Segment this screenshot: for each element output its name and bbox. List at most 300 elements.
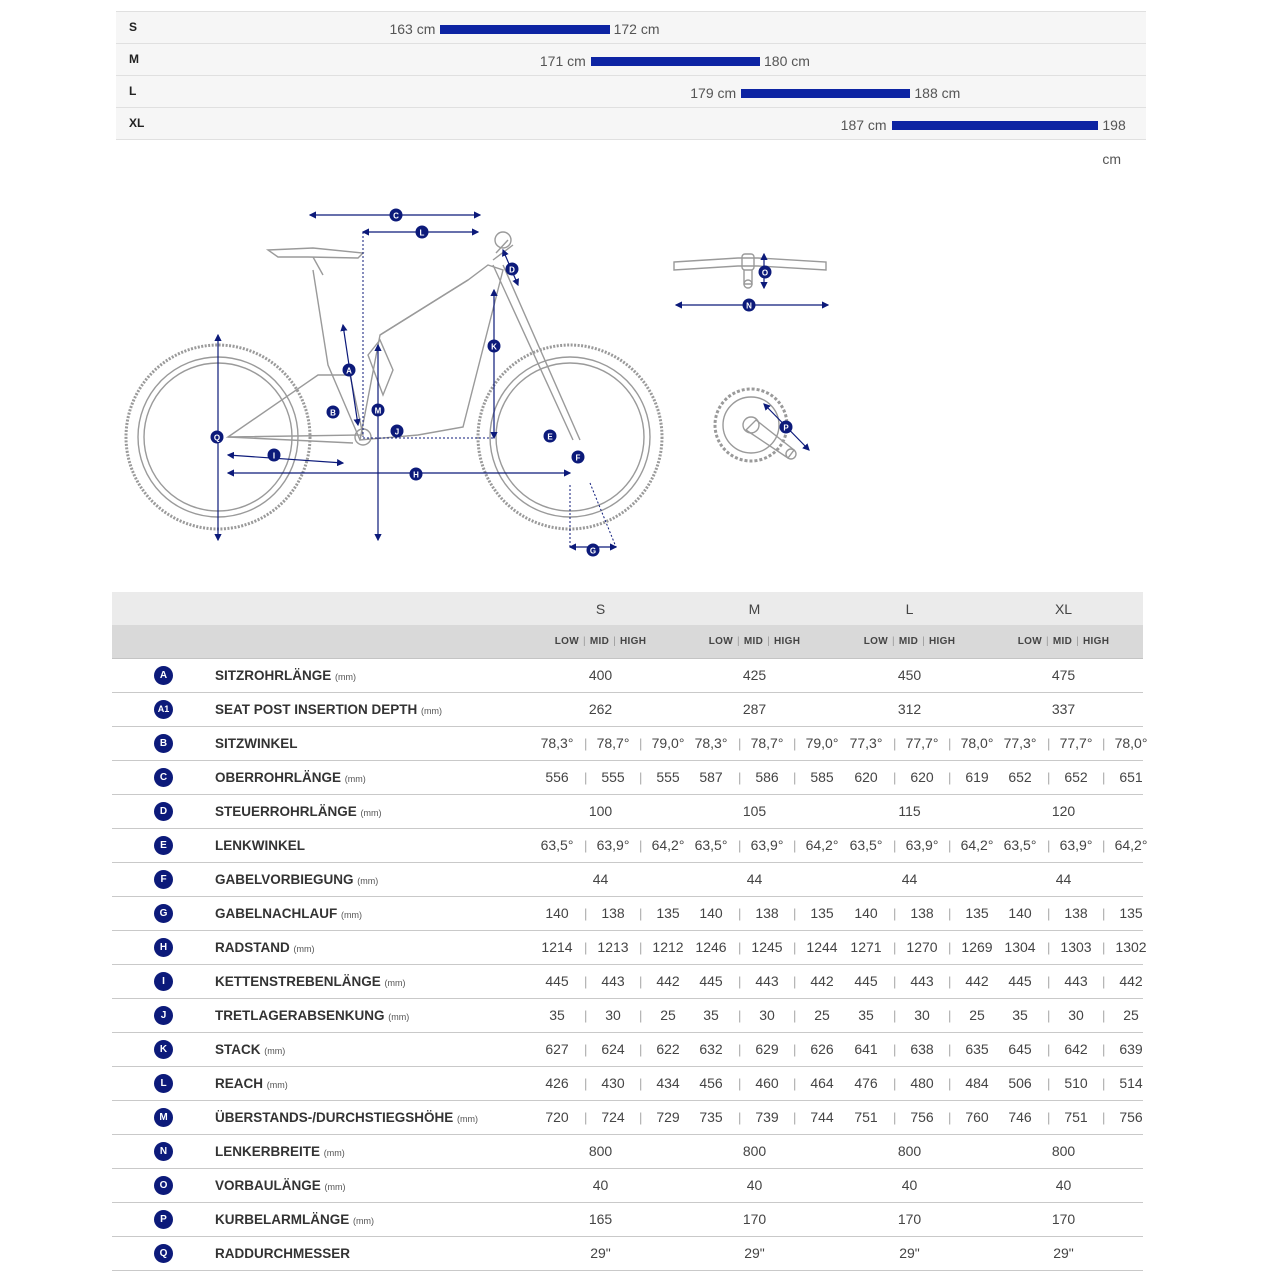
value-separator: | bbox=[793, 736, 797, 751]
value-cell-s bbox=[523, 1203, 678, 1236]
diagram-marker-m bbox=[372, 404, 385, 417]
size-label: S bbox=[129, 20, 138, 34]
size-range-bar bbox=[440, 25, 609, 34]
value-cell-l bbox=[832, 1203, 987, 1236]
value-separator: | bbox=[1102, 1076, 1106, 1091]
value-cell-s bbox=[523, 1237, 678, 1270]
parameter-unit: (mm) bbox=[335, 672, 357, 682]
value-high: 64,2° bbox=[1114, 837, 1148, 853]
value-mid: 642 bbox=[1064, 1041, 1088, 1057]
value-low: 140 bbox=[854, 905, 878, 921]
size-min-height: 163 cm bbox=[389, 21, 436, 37]
value-separator: | bbox=[948, 1042, 952, 1057]
value-mid: 63,9° bbox=[596, 837, 630, 853]
value-separator: | bbox=[893, 1042, 897, 1057]
svg-text:J: J bbox=[394, 427, 400, 437]
value-low: 620 bbox=[854, 769, 878, 785]
value-low: 140 bbox=[545, 905, 569, 921]
value-separator: | bbox=[1047, 838, 1051, 853]
parameter-label: KURBELARMLÄNGE bbox=[215, 1212, 350, 1227]
value-high: 1302 bbox=[1115, 939, 1147, 955]
value-separator: | bbox=[584, 736, 588, 751]
svg-text:G: G bbox=[589, 546, 597, 556]
value-mid: 638 bbox=[910, 1041, 934, 1057]
diagram-marker-d bbox=[506, 263, 519, 276]
value-cell-xl bbox=[986, 1033, 1141, 1066]
value-low: 627 bbox=[545, 1041, 569, 1057]
value-cell-l bbox=[832, 693, 987, 726]
value-cell-l bbox=[832, 1101, 987, 1134]
subheader-high: HIGH bbox=[620, 636, 647, 647]
value-single: 287 bbox=[742, 701, 767, 717]
subheader-mid: MID bbox=[589, 636, 610, 647]
value-cell-xl bbox=[986, 693, 1141, 726]
value-separator: | bbox=[1047, 940, 1051, 955]
bike-geometry-diagram bbox=[118, 195, 678, 565]
value-separator: | bbox=[1102, 1110, 1106, 1125]
value-cell-s bbox=[523, 829, 685, 862]
value-single: 40 bbox=[592, 1177, 609, 1193]
value-separator: | bbox=[948, 906, 952, 921]
value-cell-m bbox=[677, 999, 832, 1032]
parameter-label: SEAT POST INSERTION DEPTH bbox=[215, 702, 418, 717]
value-high: 756 bbox=[1119, 1109, 1143, 1125]
row-parameter-name bbox=[215, 659, 356, 694]
value-single: 800 bbox=[742, 1143, 767, 1159]
value-low: 426 bbox=[545, 1075, 569, 1091]
subheader-mid: MID bbox=[898, 636, 919, 647]
value-cell-xl bbox=[986, 863, 1141, 896]
size-chart bbox=[116, 11, 1146, 167]
size-max-height: 172 cm bbox=[613, 21, 660, 37]
size-row-s bbox=[116, 11, 1146, 44]
value-mid: 63,9° bbox=[1059, 837, 1093, 853]
value-cell-s bbox=[523, 1067, 678, 1100]
value-low: 77,3° bbox=[849, 735, 883, 751]
diagram-marker-n bbox=[743, 299, 756, 312]
value-separator: | bbox=[738, 736, 742, 751]
subheader-mid: MID bbox=[1052, 636, 1073, 647]
value-mid: 30 bbox=[605, 1007, 621, 1023]
value-cell-m bbox=[677, 761, 832, 794]
value-mid: 443 bbox=[1064, 973, 1088, 989]
value-low: 35 bbox=[703, 1007, 719, 1023]
value-cell-xl bbox=[986, 1135, 1141, 1168]
row-parameter-name bbox=[215, 1135, 345, 1170]
value-separator: | bbox=[948, 838, 952, 853]
value-single: 40 bbox=[746, 1177, 763, 1193]
value-cell-xl bbox=[986, 1237, 1141, 1270]
parameter-label: REACH bbox=[215, 1076, 264, 1091]
value-single: 425 bbox=[742, 667, 767, 683]
value-single: 44 bbox=[1055, 871, 1072, 887]
value-separator: | bbox=[1047, 1110, 1051, 1125]
diagram-marker-f bbox=[572, 451, 585, 464]
value-single: 44 bbox=[901, 871, 918, 887]
value-single: 165 bbox=[588, 1211, 613, 1227]
column-header-m: M bbox=[748, 601, 761, 617]
svg-text:M: M bbox=[374, 406, 382, 416]
value-high: 442 bbox=[1119, 973, 1143, 989]
svg-text:A: A bbox=[346, 366, 352, 376]
value-single: 475 bbox=[1051, 667, 1076, 683]
value-single: 105 bbox=[742, 803, 767, 819]
value-high: 78,0° bbox=[960, 735, 994, 751]
value-single: 115 bbox=[898, 803, 921, 819]
value-low: 1271 bbox=[850, 939, 882, 955]
row-parameter-name bbox=[215, 863, 378, 898]
value-cell-s bbox=[523, 693, 678, 726]
value-single: 450 bbox=[897, 667, 922, 683]
value-cell-l bbox=[832, 795, 987, 828]
value-cell-s bbox=[523, 761, 678, 794]
value-mid: 586 bbox=[755, 769, 779, 785]
subheader-high: HIGH bbox=[774, 636, 801, 647]
value-high: 555 bbox=[656, 769, 680, 785]
value-cell-s bbox=[523, 659, 678, 692]
value-cell-l bbox=[832, 1135, 987, 1168]
size-max-height: 198 cm bbox=[1102, 117, 1126, 167]
value-separator: | bbox=[948, 940, 952, 955]
value-high: 635 bbox=[965, 1041, 989, 1057]
parameter-unit: (mm) bbox=[384, 978, 406, 988]
value-mid: 138 bbox=[910, 905, 934, 921]
table-row-f bbox=[112, 863, 1143, 897]
svg-text:H: H bbox=[413, 470, 419, 480]
diagram-marker-c bbox=[390, 209, 403, 222]
parameter-label: TRETLAGERABSENKUNG bbox=[215, 1008, 385, 1023]
parameter-label: OBERROHRLÄNGE bbox=[215, 770, 342, 785]
svg-text:C: C bbox=[393, 211, 399, 221]
diagram-marker-l bbox=[416, 226, 429, 239]
value-cell-xl bbox=[986, 965, 1141, 998]
parameter-label: SITZROHRLÄNGE bbox=[215, 668, 332, 683]
value-separator: | bbox=[639, 1042, 643, 1057]
parameter-unit: (mm) bbox=[360, 808, 382, 818]
parameter-label: STACK bbox=[215, 1042, 261, 1057]
value-separator: | bbox=[639, 1110, 643, 1125]
table-row-p bbox=[112, 1203, 1143, 1237]
value-low: 1214 bbox=[541, 939, 573, 955]
parameter-label: STEUERROHRLÄNGE bbox=[215, 804, 357, 819]
subheader-mid: MID bbox=[743, 636, 764, 647]
value-mid: 138 bbox=[601, 905, 625, 921]
value-mid: 751 bbox=[1064, 1109, 1088, 1125]
value-high: 651 bbox=[1119, 769, 1143, 785]
value-high: 25 bbox=[814, 1007, 830, 1023]
value-separator: | bbox=[948, 974, 952, 989]
value-separator: | bbox=[584, 906, 588, 921]
row-parameter-name bbox=[215, 897, 362, 932]
parameter-label: GABELNACHLAUF bbox=[215, 906, 338, 921]
table-row-b bbox=[112, 727, 1148, 761]
diagram-marker-b bbox=[327, 406, 340, 419]
table-row-a1 bbox=[112, 693, 1143, 727]
table-size-header bbox=[112, 592, 1143, 625]
value-high: 79,0° bbox=[651, 735, 685, 751]
value-high: 78,0° bbox=[1114, 735, 1148, 751]
svg-text:O: O bbox=[761, 268, 769, 278]
value-low: 445 bbox=[699, 973, 723, 989]
value-separator: | bbox=[639, 906, 643, 921]
row-parameter-name bbox=[215, 829, 305, 862]
value-high: 1244 bbox=[806, 939, 838, 955]
value-cell-xl bbox=[986, 829, 1148, 862]
value-single: 120 bbox=[1051, 803, 1076, 819]
value-mid: 624 bbox=[601, 1041, 625, 1057]
row-badge: E bbox=[154, 836, 173, 855]
value-separator: | bbox=[793, 1076, 797, 1091]
value-low: 476 bbox=[854, 1075, 878, 1091]
value-cell-xl bbox=[986, 727, 1148, 760]
value-cell-xl bbox=[986, 999, 1141, 1032]
svg-text:K: K bbox=[491, 342, 497, 352]
value-separator: | bbox=[738, 838, 742, 853]
value-single: 44 bbox=[592, 871, 609, 887]
value-cell-l bbox=[832, 761, 987, 794]
value-high: 135 bbox=[810, 905, 834, 921]
subheader-low: LOW bbox=[863, 636, 888, 647]
value-separator: | bbox=[738, 974, 742, 989]
row-parameter-name bbox=[215, 727, 298, 760]
value-high: 514 bbox=[1119, 1075, 1143, 1091]
value-high: 626 bbox=[810, 1041, 834, 1057]
value-separator: | bbox=[639, 940, 643, 955]
value-single: 170 bbox=[897, 1211, 922, 1227]
value-mid: 443 bbox=[755, 973, 779, 989]
table-row-m bbox=[112, 1101, 1143, 1135]
value-single: 44 bbox=[746, 871, 763, 887]
parameter-unit: (mm) bbox=[388, 1012, 410, 1022]
value-low: 746 bbox=[1008, 1109, 1032, 1125]
value-mid: 480 bbox=[910, 1075, 934, 1091]
value-mid: 30 bbox=[759, 1007, 775, 1023]
parameter-label: LENKERBREITE bbox=[215, 1144, 321, 1159]
value-high: 619 bbox=[965, 769, 989, 785]
value-mid: 430 bbox=[601, 1075, 625, 1091]
value-separator: | bbox=[738, 770, 742, 785]
value-cell-l bbox=[832, 727, 994, 760]
table-row-l bbox=[112, 1067, 1143, 1101]
row-parameter-name bbox=[215, 693, 442, 728]
value-cell-l bbox=[832, 931, 993, 964]
row-badge: A1 bbox=[154, 700, 173, 719]
size-label: XL bbox=[129, 116, 145, 130]
row-parameter-name bbox=[215, 1237, 350, 1270]
parameter-label: KETTENSTREBENLÄNGE bbox=[215, 974, 381, 989]
value-high: 760 bbox=[965, 1109, 989, 1125]
value-cell-xl bbox=[986, 931, 1147, 964]
value-cell-s bbox=[523, 1033, 678, 1066]
table-row-d bbox=[112, 795, 1143, 829]
column-header-l: L bbox=[905, 601, 914, 617]
value-low: 78,3° bbox=[540, 735, 574, 751]
value-cell-m bbox=[677, 1067, 832, 1100]
value-cell-l bbox=[832, 829, 994, 862]
row-badge: A bbox=[154, 666, 173, 685]
value-cell-s bbox=[523, 727, 685, 760]
value-separator: | bbox=[1047, 1008, 1051, 1023]
row-badge: B bbox=[154, 734, 173, 753]
value-cell-l bbox=[832, 659, 987, 692]
diagram-marker-i bbox=[268, 449, 281, 462]
value-low: 35 bbox=[858, 1007, 874, 1023]
column-subheader bbox=[677, 625, 832, 659]
size-row-m bbox=[116, 44, 1146, 76]
value-separator: | bbox=[584, 974, 588, 989]
table-row-e bbox=[112, 829, 1148, 863]
table-subheader bbox=[112, 625, 1143, 659]
size-range-bar bbox=[741, 89, 910, 98]
value-cell-l bbox=[832, 897, 987, 930]
value-mid: 629 bbox=[755, 1041, 779, 1057]
table-row-k bbox=[112, 1033, 1143, 1067]
value-low: 506 bbox=[1008, 1075, 1032, 1091]
value-low: 77,3° bbox=[1003, 735, 1037, 751]
value-cell-m bbox=[677, 1203, 832, 1236]
value-single: 800 bbox=[1051, 1143, 1076, 1159]
row-badge: D bbox=[154, 802, 173, 821]
value-separator: | bbox=[1047, 770, 1051, 785]
value-separator: | bbox=[738, 1110, 742, 1125]
value-separator: | bbox=[639, 1076, 643, 1091]
table-row-g bbox=[112, 897, 1143, 931]
parameter-label: ÜBERSTANDS-/DURCHSTIEGSHÖHE bbox=[215, 1110, 454, 1125]
row-badge: M bbox=[154, 1108, 173, 1127]
value-cell-s bbox=[523, 1135, 678, 1168]
value-low: 63,5° bbox=[540, 837, 574, 853]
row-parameter-name bbox=[215, 931, 315, 966]
value-high: 64,2° bbox=[805, 837, 839, 853]
value-separator: | bbox=[1102, 1008, 1106, 1023]
table-row-n bbox=[112, 1135, 1143, 1169]
value-separator: | bbox=[738, 940, 742, 955]
value-single: 170 bbox=[1051, 1211, 1076, 1227]
value-low: 645 bbox=[1008, 1041, 1032, 1057]
value-separator: | bbox=[893, 1008, 897, 1023]
row-badge: G bbox=[154, 904, 173, 923]
value-cell-m bbox=[677, 897, 832, 930]
value-high: 79,0° bbox=[805, 735, 839, 751]
value-high: 25 bbox=[1123, 1007, 1139, 1023]
value-cell-m bbox=[677, 1033, 832, 1066]
value-cell-l bbox=[832, 1067, 987, 1100]
value-cell-m bbox=[677, 693, 832, 726]
row-badge: H bbox=[154, 938, 173, 957]
table-row-h bbox=[112, 931, 1147, 965]
svg-text:L: L bbox=[419, 228, 425, 238]
value-mid: 756 bbox=[910, 1109, 934, 1125]
value-low: 632 bbox=[699, 1041, 723, 1057]
value-high: 1269 bbox=[961, 939, 993, 955]
table-row-i bbox=[112, 965, 1143, 999]
svg-text:N: N bbox=[746, 301, 752, 311]
value-separator: | bbox=[948, 1110, 952, 1125]
parameter-label: SITZWINKEL bbox=[215, 736, 298, 751]
value-separator: | bbox=[584, 940, 588, 955]
value-separator: | bbox=[948, 770, 952, 785]
separator: | bbox=[891, 636, 895, 647]
value-separator: | bbox=[1047, 1042, 1051, 1057]
value-separator: | bbox=[793, 838, 797, 853]
row-badge: I bbox=[154, 972, 173, 991]
row-badge: F bbox=[154, 870, 173, 889]
row-parameter-name bbox=[215, 1101, 478, 1136]
value-cell-s bbox=[523, 1101, 678, 1134]
value-low: 445 bbox=[545, 973, 569, 989]
value-separator: | bbox=[584, 770, 588, 785]
value-cell-m bbox=[677, 829, 839, 862]
subheader-high: HIGH bbox=[929, 636, 956, 647]
size-label: M bbox=[129, 52, 139, 66]
value-separator: | bbox=[793, 1110, 797, 1125]
value-cell-l bbox=[832, 863, 987, 896]
value-low: 445 bbox=[854, 973, 878, 989]
value-high: 25 bbox=[660, 1007, 676, 1023]
value-separator: | bbox=[1047, 974, 1051, 989]
value-separator: | bbox=[1047, 906, 1051, 921]
value-single: 337 bbox=[1051, 701, 1076, 717]
value-separator: | bbox=[1102, 906, 1106, 921]
svg-text:I: I bbox=[272, 451, 276, 461]
value-separator: | bbox=[893, 974, 897, 989]
table-body bbox=[112, 659, 1148, 1271]
value-low: 751 bbox=[854, 1109, 878, 1125]
value-low: 556 bbox=[545, 769, 569, 785]
separator: | bbox=[1076, 636, 1080, 647]
size-range-bar bbox=[591, 57, 760, 66]
value-separator: | bbox=[639, 770, 643, 785]
column-subheader bbox=[832, 625, 987, 659]
table-row-o bbox=[112, 1169, 1143, 1203]
value-low: 140 bbox=[699, 905, 723, 921]
value-mid: 443 bbox=[910, 973, 934, 989]
handlebar-diagram bbox=[668, 248, 838, 318]
row-parameter-name bbox=[215, 999, 409, 1034]
value-separator: | bbox=[738, 906, 742, 921]
svg-text:Q: Q bbox=[213, 433, 221, 443]
value-separator: | bbox=[1102, 838, 1106, 853]
row-badge: Q bbox=[154, 1244, 173, 1263]
value-mid: 460 bbox=[755, 1075, 779, 1091]
value-separator: | bbox=[1102, 770, 1106, 785]
value-cell-m bbox=[677, 795, 832, 828]
value-high: 729 bbox=[656, 1109, 680, 1125]
value-separator: | bbox=[893, 736, 897, 751]
value-cell-s bbox=[523, 1169, 678, 1202]
separator: | bbox=[582, 636, 586, 647]
svg-text:D: D bbox=[509, 265, 515, 275]
row-badge: L bbox=[154, 1074, 173, 1093]
value-low: 78,3° bbox=[694, 735, 728, 751]
value-low: 735 bbox=[699, 1109, 723, 1125]
value-low: 445 bbox=[1008, 973, 1032, 989]
row-badge: K bbox=[154, 1040, 173, 1059]
parameter-unit: (mm) bbox=[344, 774, 366, 784]
value-low: 1304 bbox=[1004, 939, 1036, 955]
value-cell-s bbox=[523, 965, 678, 998]
value-cell-m bbox=[677, 727, 839, 760]
value-cell-xl bbox=[986, 761, 1141, 794]
subheader-high: HIGH bbox=[1083, 636, 1110, 647]
value-mid: 30 bbox=[1068, 1007, 1084, 1023]
parameter-unit: (mm) bbox=[293, 944, 315, 954]
value-separator: | bbox=[893, 838, 897, 853]
value-cell-s bbox=[523, 863, 678, 896]
value-single: 29" bbox=[1053, 1245, 1074, 1261]
value-cell-xl bbox=[986, 1101, 1141, 1134]
parameter-label: LENKWINKEL bbox=[215, 838, 305, 853]
